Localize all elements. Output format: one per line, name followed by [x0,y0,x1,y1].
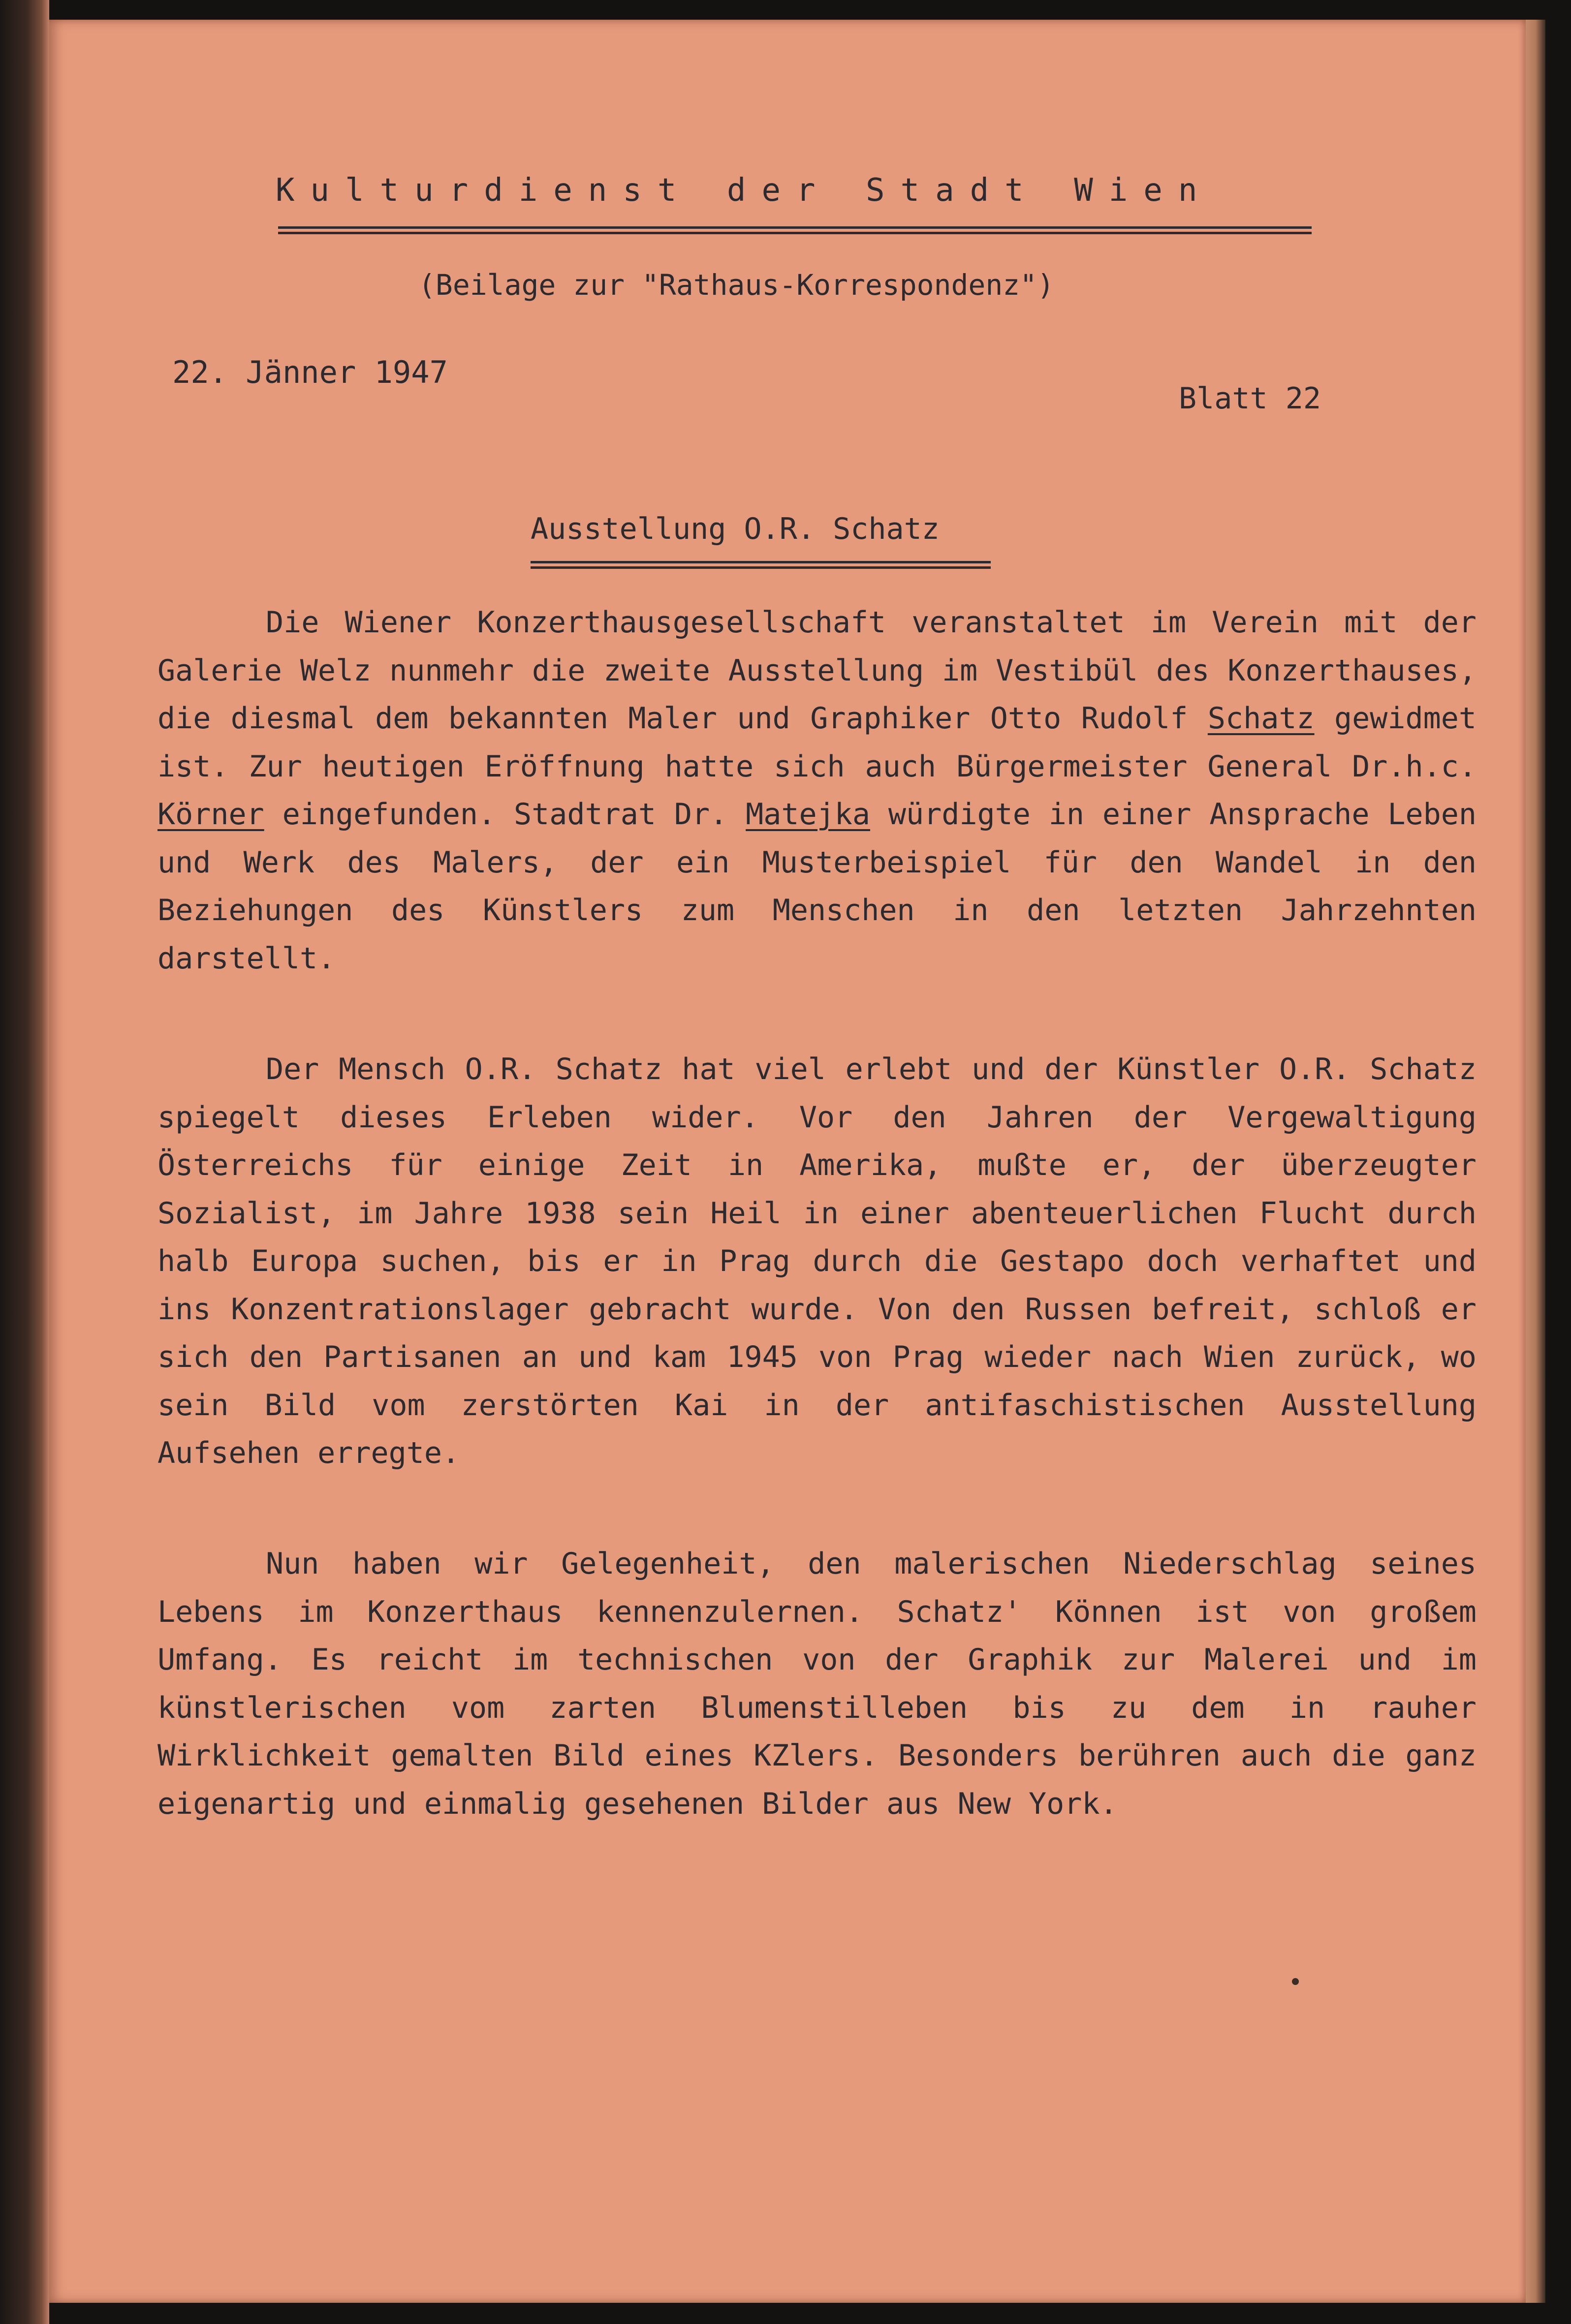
masthead-double-rule [278,226,1312,234]
sheet-number: Blatt 22 [1179,381,1321,416]
name-koerner: Körner [157,797,264,832]
paragraph-1-text-a: Die Wiener Konzerthausgesellschaft veranstaltet im Verein mit der Galerie Welz nunmehr die zweite Ausstellung im Vestibül des Konzerthauses, die diesmal dem bekannten Maler und Graphiker Otto Rudolf [157,605,1477,736]
article-paragraph-3: Nun haben wir Gelegenheit, den malerischen Niederschlag seines Lebens im Konzerthaus kennenzulernen. Schatz' Können ist von großem Umfang. Es reicht im technischen von der Graphik zur Malerei und im künstlerischen vom zarten Blumenstilleben bis zu dem in rauher Wirklichkeit gemalten Bild eines KZlers. Besonders berühren auch die ganz eigenartig und einmalig gesehenen Bilder aus New York. [157,1547,1477,1821]
book-binding [0,0,49,2324]
issue-date: 22. Jänner 1947 [172,354,448,390]
article-headline: Ausstellung O.R. Schatz [531,512,940,546]
page-edge [1526,20,1545,2303]
article-paragraph-2: Der Mensch O.R. Schatz hat viel erlebt und der Künstler O.R. Schatz spiegelt dieses Erleben wider. Vor den Jahren der Vergewaltigung Österreichs für einige Zeit in Amerika, mußte er, der überzeugter Sozialist, im Jahre 1938 sein Heil in einer abenteuerlichen Flucht durch halb Europa suchen, bis er in Prag durch die Gestapo doch verhaftet und ins Konzentrationslager gebracht wurde. Von den Russen befreit, schloß er sich den Partisanen an und kam 1945 von Prag wieder nach Wien zurück, wo sein Bild vom zerstörten Kai in der antifaschistischen Ausstellung Aufsehen erregte. [157,1052,1477,1470]
ink-speck [1292,1978,1299,1985]
masthead-title: Kulturdienst der Stadt Wien [276,172,1213,209]
headline-double-rule [531,561,991,569]
name-matejka: Matejka [746,797,870,832]
paragraph-1-text-c: eingefunden. Stadtrat Dr. [264,797,746,832]
masthead-subtitle: (Beilage zur "Rathaus-Korrespondenz") [418,268,1055,302]
paragraph-1-text-d: würdigte in einer Ansprache Leben und Werk des Malers, der ein Musterbeispiel für den Wandel in den Beziehungen des Künstlers zum Menschen in den letzten Jahrzehnten darstellt. [157,797,1477,976]
name-schatz: Schatz [1207,701,1315,736]
article-paragraph-1 [157,599,1477,983]
paragraph-1-text-b: gewidmet ist. Zur heutigen Eröffnung hatte sich auch Bürgermeister General Dr.h.c. [157,701,1477,784]
